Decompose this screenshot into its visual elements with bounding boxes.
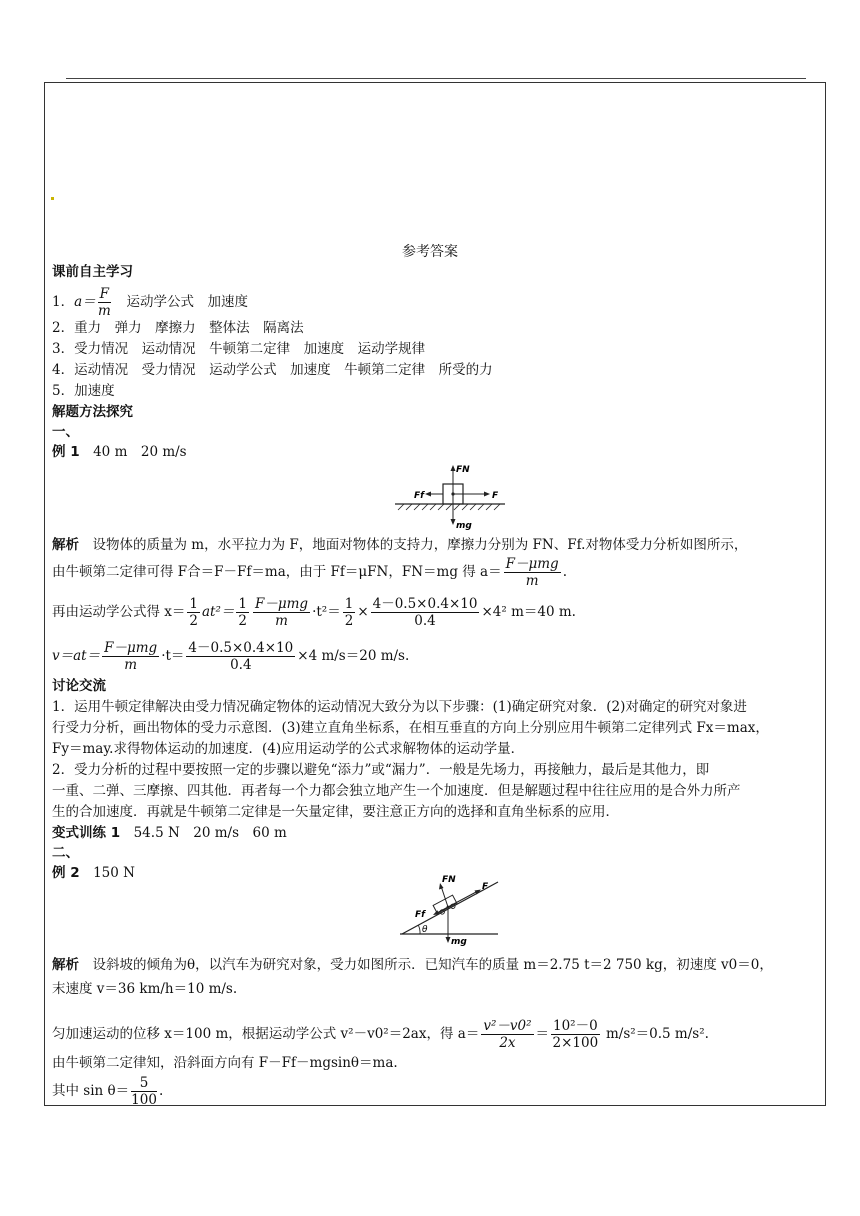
pre-item-1-rest: 运动学公式 加速度: [113, 294, 249, 310]
example2-analysis-5: [52, 1075, 163, 1108]
analysis-label: 解析: [52, 957, 79, 973]
example2-analysis-1: [52, 955, 773, 975]
frac-den: m: [124, 657, 138, 673]
pre-item-1-prefix: 1．: [52, 294, 75, 310]
frac-num: v²－v0²: [483, 1018, 532, 1034]
discussion-2-line-3: 生的合加速度．再就是牛顿第二定律是一矢量定律，要注意正方向的选择和直角坐标系的应用．: [52, 804, 619, 820]
page-title: 参考答案: [402, 244, 458, 260]
frac-num: 10²－0: [553, 1018, 598, 1034]
eq-text: ×4 m/s＝20 m/s.: [297, 648, 410, 664]
fraction: [98, 286, 111, 319]
frac-den: 2: [238, 613, 247, 629]
frac-num: 4－0.5×0.4×10: [188, 640, 294, 656]
frac-den: 0.4: [414, 613, 436, 629]
label-mg: mg: [456, 521, 472, 531]
fraction: [187, 596, 200, 629]
example2-analysis-3: [52, 1018, 709, 1051]
ground-hatch: [398, 504, 500, 510]
example2-analysis-4: 由牛顿第二定律知，沿斜面方向有 F－Ff－mgsinθ＝ma.: [52, 1055, 398, 1071]
fraction: [253, 596, 310, 629]
section-pre-study: 课前自主学习: [52, 264, 133, 280]
frac-den: m: [525, 573, 539, 589]
fraction: [186, 640, 295, 673]
example1-eq1: [52, 596, 576, 629]
answer-frame: [44, 82, 826, 1106]
marker-dot: [51, 197, 54, 200]
variant1-label: 变式训练 1: [52, 825, 121, 841]
example1-analysis-1: [52, 535, 747, 555]
frac-num: F: [99, 286, 110, 302]
label-theta: θ: [422, 925, 428, 935]
pre-item-4: 4．运动情况 受力情况 运动学公式 加速度 牛顿第二定律 所受的力: [52, 362, 493, 378]
example2-label: 例 2: [52, 865, 80, 881]
frac-den: 2: [344, 613, 354, 629]
frac-den: 0.4: [230, 657, 252, 673]
analysis-text: 设斜坡的倾角为θ，以汽车为研究对象，受力如图所示．已知汽车的质量 m＝2.75 t＝2 750 kg，初速度 v0＝0，: [79, 957, 773, 973]
fraction: [236, 596, 249, 629]
section-part2: 二、: [52, 845, 79, 861]
discussion-1-line-2: 行受力分析，画出物体的受力示意图．(3)建立直角坐标系，在相互垂直的方向上分别应用牛顿第二定律列式 Fx＝max，: [52, 720, 769, 736]
eq-text: ·t²＝: [312, 604, 341, 620]
example1-label: 例 1: [52, 444, 80, 460]
pre-item-5: 5．加速度: [52, 383, 115, 399]
example2-analysis-2: 末速度 v＝36 km/h＝10 m/s.: [52, 981, 238, 997]
discussion-2-line-2: 一重、二弹、三摩擦、四其他．再者每一个力都会独立地产生一个加速度．但是解题过程中往往应用的是合外力所产: [52, 783, 741, 799]
frac-num: F－μmg: [505, 556, 559, 572]
frac-den: 2: [189, 613, 198, 629]
label-f: F: [492, 491, 499, 501]
label-ff: Ff: [415, 910, 426, 920]
example1-answer: 40 m 20 m/s: [79, 444, 187, 460]
frac-den: 100: [131, 1092, 157, 1108]
frac-num: F－μmg: [254, 596, 309, 612]
analysis-text-2: 由牛顿第二定律可得 F合＝F－Ff＝ma，由于 Ff＝μFN，FN＝mg 得 a＝: [52, 564, 502, 580]
label-ff: Ff: [414, 491, 425, 501]
frac-num: 1: [189, 596, 198, 612]
fraction: [102, 640, 159, 673]
force-diagram-1: [390, 462, 510, 532]
example1-line: [52, 442, 187, 462]
eq-text: ·t＝: [161, 648, 185, 664]
pre-item-3: 3．受力情况 运动情况 牛顿第二定律 加速度 运动学规律: [52, 341, 426, 357]
eq-text: 其中 sin θ＝: [52, 1083, 130, 1099]
section-part1: 一、: [52, 424, 79, 440]
frac-num: 1: [238, 596, 247, 612]
label-mg: mg: [451, 937, 467, 947]
fraction: [131, 1075, 157, 1108]
example2-line: [52, 863, 135, 883]
variant1-line: [52, 823, 287, 843]
frac-num: 1: [344, 596, 354, 612]
fraction: [504, 556, 561, 589]
fraction: [481, 1018, 533, 1051]
frac-den: 2×100: [552, 1035, 599, 1051]
section-methods: 解题方法探究: [52, 404, 133, 420]
eq-text: ＝: [535, 1026, 549, 1042]
discussion-2-line-1: 2．受力分析的过程中要按照一定的步骤以避免“添力”或“漏力”．一般是先场力，再接触力，最后是其他力，即: [52, 762, 710, 778]
eq-text: 匀加速运动的位移 x＝100 m，根据运动学公式 v²－v0²＝2ax，得 a＝: [52, 1026, 480, 1042]
frac-num: 4－0.5×0.4×10: [372, 596, 478, 612]
force-diagram-2: [398, 870, 504, 950]
fraction: [551, 1018, 600, 1051]
fraction: [371, 596, 480, 629]
fraction: [343, 596, 356, 629]
pre-item-1-a: a＝: [74, 294, 96, 310]
pre-item-1: [52, 286, 248, 319]
eq-text: ×4² m＝40 m.: [481, 604, 576, 620]
eq-text: at²＝: [202, 604, 235, 620]
label-f: F: [482, 882, 489, 892]
eq-text: 再由运动学公式得 x＝: [52, 604, 186, 620]
eq-text: m/s²＝0.5 m/s².: [601, 1026, 709, 1042]
example2-answer: 150 N: [79, 865, 135, 881]
eq-text: v＝at＝: [52, 648, 101, 664]
eq-text: .: [158, 1083, 164, 1099]
label-fn: FN: [442, 875, 456, 885]
header-rule: [66, 78, 806, 79]
frac-den: 2x: [499, 1035, 516, 1051]
analysis-end: .: [562, 564, 567, 580]
analysis-text: 设物体的质量为 m，水平拉力为 F，地面对物体的支持力，摩擦力分别为 FN、Ff.对物体受力分析如图所示，: [79, 537, 748, 553]
analysis-label: 解析: [52, 537, 79, 553]
pre-item-2: 2．重力 弹力 摩擦力 整体法 隔离法: [52, 320, 304, 336]
discussion-1-line-3: Fy＝may.求得物体运动的加速度．(4)应用运动学的公式求解物体的运动学量．: [52, 741, 525, 757]
eq-text: ×: [357, 604, 369, 620]
frac-den: m: [275, 613, 288, 629]
example1-analysis-2: [52, 556, 567, 589]
frac-den: m: [97, 303, 111, 319]
discussion-1-line-1: 1．运用牛顿定律解决由受力情况确定物体的运动情况大致分为以下步骤：(1)确定研究对象．(2)对确定的研究对象进: [52, 699, 747, 715]
frac-num: 5: [131, 1075, 157, 1092]
section-discussion: 讨论交流: [52, 678, 106, 694]
example1-eq2: [52, 640, 409, 673]
frac-num: F－μmg: [104, 640, 158, 656]
variant1-answer: 54.5 N 20 m/s 60 m: [120, 825, 287, 841]
label-fn: FN: [456, 465, 470, 475]
